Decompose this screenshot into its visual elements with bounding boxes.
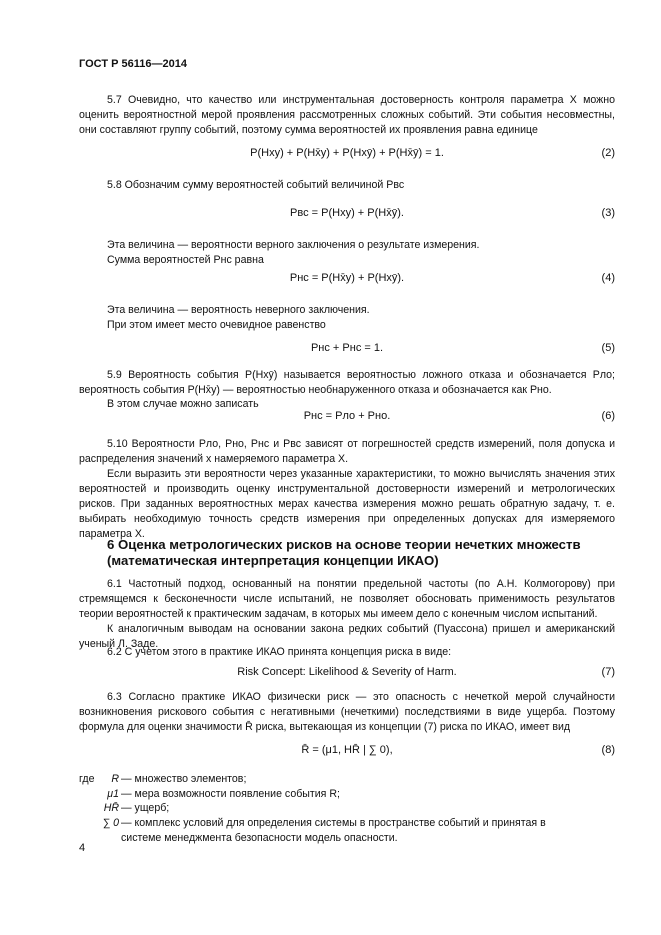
paragraph-6-2: 6.2 С учетом этого в практике ИКАО принята концепция риска в виде: [107, 646, 452, 658]
page-number: 4 [79, 842, 86, 854]
definition-item [79, 801, 615, 816]
definition-symbol: μ1 [107, 788, 119, 800]
paragraph-5-7: 5.7 Очевидно, что качество или инструментальная достоверность контроля параметра X можно оценить вероятностной мерой проявления рассмотренных сложных событий. Эти события несовместны, они составляют группу событий, поэтому сумма вероятностей их проявления равна единице [79, 94, 615, 136]
paragraph-6-3: 6.3 Согласно практике ИКАО физически риск — это опасность с нечеткой мерой случайности возникновения рискового события с негативными (нечеткими) последствиями в виде ущерба. Поэтому формула для оценки значимости R̄ риска, вытекающая из концепции (7) риска по ИКАО, имеет вид [79, 691, 615, 733]
paragraph-5-9: 5.9 Вероятность события P(Hxȳ) называется вероятностью ложного отказа и обозначается Pло; вероятность события P(Hx̄y) — вероятностью необнаруженного отказа и обозначается как Pно. [79, 369, 615, 396]
equation-3-expression: Pвс = P(Hxy) + P(Hx̄ȳ). [290, 207, 404, 219]
equation-7-number: (7) [601, 666, 615, 678]
definition-symbol: R [111, 773, 119, 785]
definition-item [79, 787, 615, 802]
equation-6 [79, 408, 615, 428]
definition-item [79, 816, 615, 846]
section-6-heading: 6 Оценка метрологических рисков на основе теории нечетких множеств (математическая интерпретация концепции ИКАО) [107, 537, 581, 568]
paragraph-6-1-continued: К аналогичным выводам на основании закона редких событий (Пуассона) пришел и американский ученый Л. Заде. [79, 623, 615, 650]
equation-7-expression: Risk Concept: Likelihood & Severity of Harm. [237, 666, 457, 678]
definition-text: — мера возможности появление события R; [121, 788, 340, 800]
definition-symbol: HR̄ [103, 802, 119, 814]
text-line-equality: При этом имеет место очевидное равенство [107, 319, 326, 331]
equation-3-number: (3) [601, 207, 615, 219]
where-label: где [79, 773, 95, 785]
equation-2-expression: P(Hxy) + P(Hx̄y) + P(Hxȳ) + P(Hx̄ȳ) = 1. [250, 147, 444, 159]
equation-4-expression: Pнс = P(Hx̄y) + P(Hxȳ). [289, 272, 405, 284]
text-line-correct: Эта величина — вероятности верного заключения о результате измерения. [107, 239, 480, 251]
equation-2 [79, 145, 615, 165]
definition-text: — ущерб; [121, 802, 170, 814]
equation-4 [79, 270, 615, 290]
paragraph-5-8: 5.8 Обозначим сумму вероятностей событий величиной Pвс [107, 179, 405, 191]
definition-symbol: ∑ 0 [102, 817, 119, 829]
document-header: ГОСТ Р 56116—2014 [79, 58, 187, 70]
equation-6-number: (6) [601, 410, 615, 422]
equation-5-number: (5) [601, 342, 615, 354]
text-line-incorrect: Эта величина — вероятность неверного заключения. [107, 304, 370, 316]
paragraph-5-10-continued: Если выразить эти вероятности через указанные характеристики, то можно вычислять значения этих вероятностей и производить оценку инструментальной достоверности измерений и метрологических рисков. При заданных вероятностных мерах качества измерения можно решать обратную задачу, т. е. выбирать необходимую точность средств измерения при определенных допусках для измеряемого параметра X. [79, 468, 615, 540]
definition-text: — множество элементов; [121, 773, 247, 785]
equation-5-expression: Pнс + Pнс = 1. [310, 342, 384, 354]
definition-item [79, 772, 615, 787]
definition-text: — комплекс условий для определения системы в пространстве событий и принятая в системе менеджмента безопасности модель опасности. [121, 817, 546, 844]
equation-8-expression: R̄ = (μ1, HR̄ | ∑ 0), [301, 744, 393, 756]
equation-8 [79, 742, 615, 762]
paragraph-5-10: 5.10 Вероятности Pло, Pно, Pнс и Pвс зависят от погрешностей средств измерений, поля допуска и распределения значений x намеряемого параметра X. [79, 438, 615, 465]
equation-4-number: (4) [601, 272, 615, 284]
equation-3 [79, 205, 615, 225]
equation-2-number: (2) [601, 147, 615, 159]
paragraph-6-1: 6.1 Частотный подход, основанный на понятии предельной частоты (по А.Н. Колмогорову) при стремящемся к бесконечности числе испытаний, не позволяет обосновать применимость результатов теории вероятностей к практическим задачам, в которых мы имеем дело с конечным числом испытаний. [79, 578, 615, 620]
text-line-write: В этом случае можно записать [107, 398, 259, 410]
equation-7 [79, 664, 615, 684]
text-line-sum: Сумма вероятностей Pнс равна [107, 254, 264, 266]
equation-5 [79, 340, 615, 360]
equation-6-expression: Pнс = Pло + Pно. [303, 410, 391, 422]
equation-8-number: (8) [601, 744, 615, 756]
